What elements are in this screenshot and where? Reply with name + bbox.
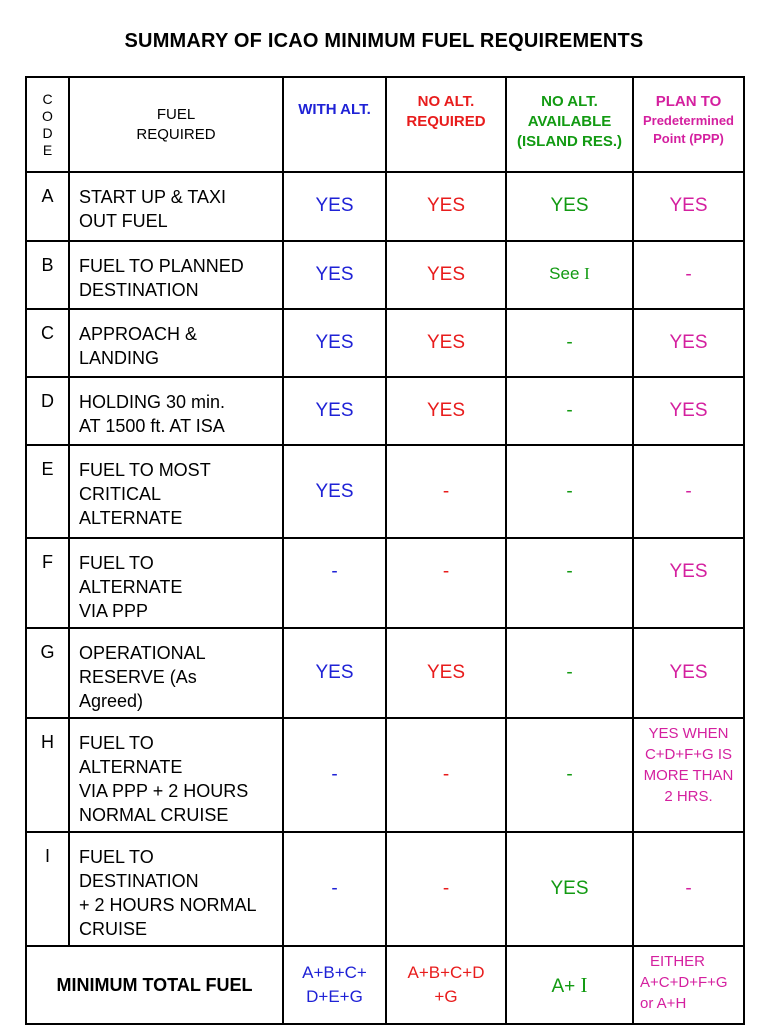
fuel-description-line: CRUISE [79,919,148,939]
total-no-alt-available [506,946,633,1024]
plan-to-ppp-value: - [633,832,744,946]
plan-to-ppp-value: - [633,445,744,538]
code-header-letter: E [42,141,53,158]
no-alt-available-header-line: (ISLAND RES.) [517,133,622,150]
code-header-letter: O [42,107,53,124]
plan-to-ppp-line: 2 HRS. [664,788,713,805]
fuel-description-line: VIA PPP [79,601,149,621]
with-alt-value: YES [283,628,386,718]
total-no-alt-required-line: +G [434,987,458,1006]
total-no-alt-required-line: A+B+C+D [407,963,485,982]
total-row [26,946,744,1024]
plan-to-ppp-value: YES [633,628,744,718]
fuel-description-line: OUT FUEL [79,211,168,231]
no-alt-available-value [506,241,633,309]
fuel-required-header-line: REQUIRED [136,125,216,143]
fuel-description-line: FUEL TO PLANNED [79,256,244,276]
with-alt-value: - [283,538,386,628]
plan-to-ppp-header [633,77,744,172]
row-code-cell: E [26,445,69,538]
total-no-alt-available-ref: I [580,972,588,997]
row-code-cell: H [26,718,69,832]
total-with-alt-line: D+E+G [306,987,363,1006]
total-with-alt-line: A+B+C+ [302,963,367,982]
no-alt-required-value: YES [386,241,506,309]
fuel-requirements-table [25,76,745,1025]
row-code-cell: B [26,241,69,309]
fuel-description-cell [69,718,283,832]
fuel-description-cell [69,377,283,445]
no-alt-required-value: - [386,832,506,946]
fuel-required-header-line: FUEL [156,105,196,123]
see-reference-code: I [584,264,590,283]
table-row [26,538,744,628]
minimum-total-fuel-label: MINIMUM TOTAL FUEL [26,946,283,1024]
plan-to-ppp-value: YES [633,309,744,377]
fuel-required-header [69,77,283,172]
with-alt-value: - [283,718,386,832]
plan-to-header-line: Predetermined [642,113,735,128]
no-alt-available-value: - [506,538,633,628]
table-row [26,832,744,946]
fuel-description-line: CRITICAL [79,484,162,504]
fuel-description-cell [69,832,283,946]
fuel-description-line: FUEL TO [79,553,154,573]
total-with-alt [283,946,386,1024]
row-code-cell: A [26,172,69,241]
fuel-description-line: OPERATIONAL [79,643,206,663]
with-alt-value: YES [283,377,386,445]
plan-to-header-line: PLAN TO [655,93,722,110]
fuel-description-line: START UP & TAXI [79,187,227,207]
fuel-description-cell [69,628,283,718]
no-alt-available-header-line: AVAILABLE [527,113,612,130]
plan-to-ppp-line: MORE THAN [643,767,734,784]
row-code-cell: I [26,832,69,946]
fuel-description-line: HOLDING 30 min. [79,392,226,412]
table-row [26,241,744,309]
no-alt-available-value: - [506,628,633,718]
no-alt-available-value: YES [506,832,633,946]
fuel-description-line: FUEL TO MOST [79,460,211,480]
plan-to-ppp-value [633,718,744,832]
no-alt-available-header [506,77,633,172]
fuel-description-line: APPROACH & [79,324,198,344]
no-alt-available-value: - [506,445,633,538]
fuel-description-line: FUEL TO [79,847,154,867]
no-alt-required-value: YES [386,309,506,377]
no-alt-required-value: YES [386,377,506,445]
no-alt-required-header-line: REQUIRED [406,113,486,130]
plan-to-ppp-line: C+D+F+G IS [644,746,733,763]
fuel-description-line: Agreed) [79,691,144,711]
no-alt-required-value: YES [386,628,506,718]
code-column-header [26,77,69,172]
table-row [26,445,744,538]
fuel-description-cell [69,172,283,241]
table-row [26,718,744,832]
total-no-alt-available-prefix: A+ [551,975,581,997]
no-alt-required-header [386,77,506,172]
with-alt-value: - [283,832,386,946]
no-alt-available-value: - [506,718,633,832]
no-alt-required-value: - [386,445,506,538]
fuel-description-line: VIA PPP + 2 HOURS [79,781,249,801]
code-header-letter: D [42,124,53,141]
page-title: SUMMARY OF ICAO MINIMUM FUEL REQUIREMENTS [124,30,644,52]
row-code-cell: F [26,538,69,628]
fuel-description-line: DESTINATION [79,280,199,300]
with-alt-value: YES [283,309,386,377]
table-row [26,628,744,718]
table-row [26,377,744,445]
no-alt-available-value: - [506,309,633,377]
fuel-description-cell [69,445,283,538]
no-alt-available-value: YES [506,172,633,241]
with-alt-header-text: WITH ALT. [298,101,371,118]
fuel-description-cell [69,309,283,377]
fuel-description-line: + 2 HOURS NORMAL [79,895,257,915]
fuel-description-line: ALTERNATE [79,757,183,777]
fuel-description-cell [69,538,283,628]
fuel-description-line: ALTERNATE [79,577,183,597]
no-alt-available-value: - [506,377,633,445]
fuel-description-cell [69,241,283,309]
fuel-description-line: ALTERNATE [79,508,183,528]
total-plan-to-ppp-line: A+C+D+F+G [640,974,728,991]
no-alt-required-value: - [386,718,506,832]
plan-to-ppp-line: YES WHEN [648,725,729,742]
fuel-description-line: AT 1500 ft. AT ISA [79,416,225,436]
no-alt-available-header-line: NO ALT. [541,93,598,110]
see-reference-text: See [549,264,585,283]
fuel-description-line: RESERVE (As [79,667,197,687]
total-no-alt-required [386,946,506,1024]
no-alt-required-value: YES [386,172,506,241]
header-row [26,77,744,172]
total-plan-to-ppp-line: EITHER [650,953,706,970]
fuel-description-line: FUEL TO [79,733,154,753]
total-plan-to-ppp [633,946,744,1024]
with-alt-value: YES [283,241,386,309]
plan-to-ppp-value: YES [633,538,744,628]
no-alt-required-header-line: NO ALT. [417,93,475,110]
code-header-letter: C [42,90,53,107]
plan-to-ppp-value: - [633,241,744,309]
total-plan-to-ppp-line: or A+H [640,995,687,1012]
with-alt-value: YES [283,445,386,538]
row-code-cell: D [26,377,69,445]
row-code-cell: G [26,628,69,718]
table-row [26,309,744,377]
fuel-description-line: NORMAL CRUISE [79,805,229,825]
row-code-cell: C [26,309,69,377]
no-alt-required-value: - [386,538,506,628]
table-row [26,172,744,241]
fuel-description-line: DESTINATION [79,871,199,891]
plan-to-ppp-value: YES [633,377,744,445]
with-alt-value: YES [283,172,386,241]
fuel-description-line: LANDING [79,348,160,368]
plan-to-header-line: Point (PPP) [653,131,724,146]
plan-to-ppp-value: YES [633,172,744,241]
with-alt-header [283,77,386,172]
